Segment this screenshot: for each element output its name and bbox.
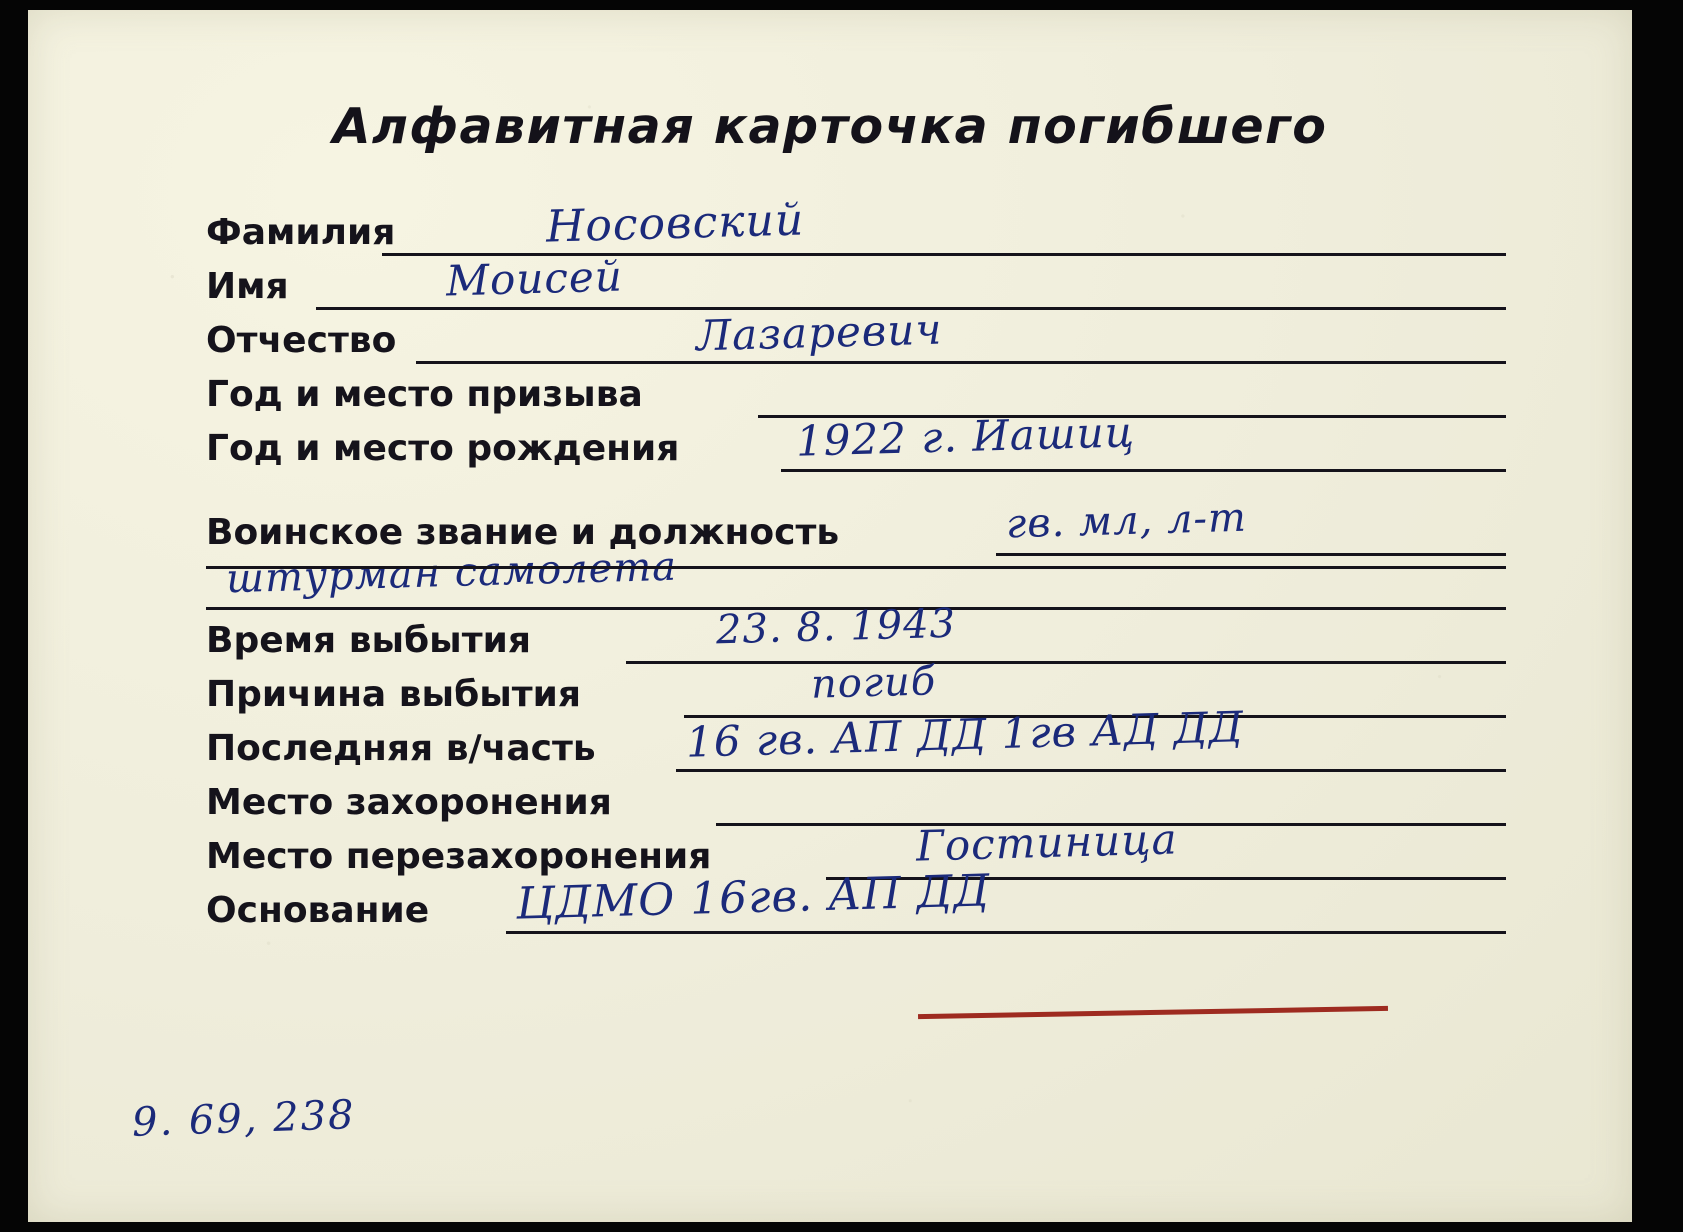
field-value-basis: ЦДМО 16гв. АП ДД [515, 865, 991, 930]
field-label-conscription: Год и место призыва [206, 374, 643, 415]
field-label-basis: Основание [206, 890, 430, 931]
field-label-reburial-place: Место перезахоронения [206, 836, 712, 877]
field-row-last-unit [206, 702, 1506, 778]
field-row-basis [206, 865, 1506, 940]
field-rule-last-unit [676, 769, 1506, 772]
field-value-firstname: Моисей [445, 251, 624, 306]
index-card [28, 10, 1632, 1222]
field-rule-rank [996, 553, 1506, 556]
page-title: Алфавитная карточка погибшего [332, 98, 1328, 155]
field-label-rank: Воинское звание и должность [206, 512, 840, 553]
field-value-rank: гв. мл, л-т [1005, 494, 1248, 548]
red-underline-annotation [918, 1006, 1388, 1019]
field-rule-basis [506, 931, 1506, 934]
field-rule-date-of-loss [626, 661, 1506, 664]
field-value-patronymic: Лазаревич [695, 304, 944, 361]
field-value-date-of-loss: 23. 8. 1943 [715, 600, 957, 654]
field-row-birth [206, 407, 1506, 478]
field-value-reburial-place: Гостиница [915, 814, 1179, 871]
field-value-last-unit: 16 гв. АП ДД 1гв АД ДД [685, 702, 1245, 767]
field-label-surname: Фамилия [206, 212, 396, 253]
field-label-date-of-loss: Время выбытия [206, 620, 531, 661]
field-rule-birth [781, 469, 1506, 472]
archive-reference: 9. 69, 238 [131, 1092, 357, 1146]
field-value-rank-continued: штурман самолета [225, 543, 678, 603]
field-label-burial-place: Место захоронения [206, 782, 612, 823]
field-rule-patronymic [416, 361, 1506, 364]
field-value-birth: 1922 г. Иашиц [795, 407, 1136, 466]
section-divider [206, 566, 1506, 569]
field-row-surname [206, 194, 1506, 262]
field-label-patronymic: Отчество [206, 320, 397, 361]
field-label-last-unit: Последняя в/часть [206, 728, 596, 769]
field-label-firstname: Имя [206, 266, 289, 307]
card-fields [206, 194, 1506, 940]
field-label-birth: Год и место рождения [206, 428, 680, 469]
field-row-patronymic [206, 304, 1506, 370]
field-spacer [206, 478, 1506, 508]
field-value-cause: погиб [810, 658, 937, 708]
field-row-burial-place [206, 778, 1506, 832]
field-value-surname: Носовский [545, 194, 805, 253]
field-label-cause: Причина выбытия [206, 674, 581, 715]
